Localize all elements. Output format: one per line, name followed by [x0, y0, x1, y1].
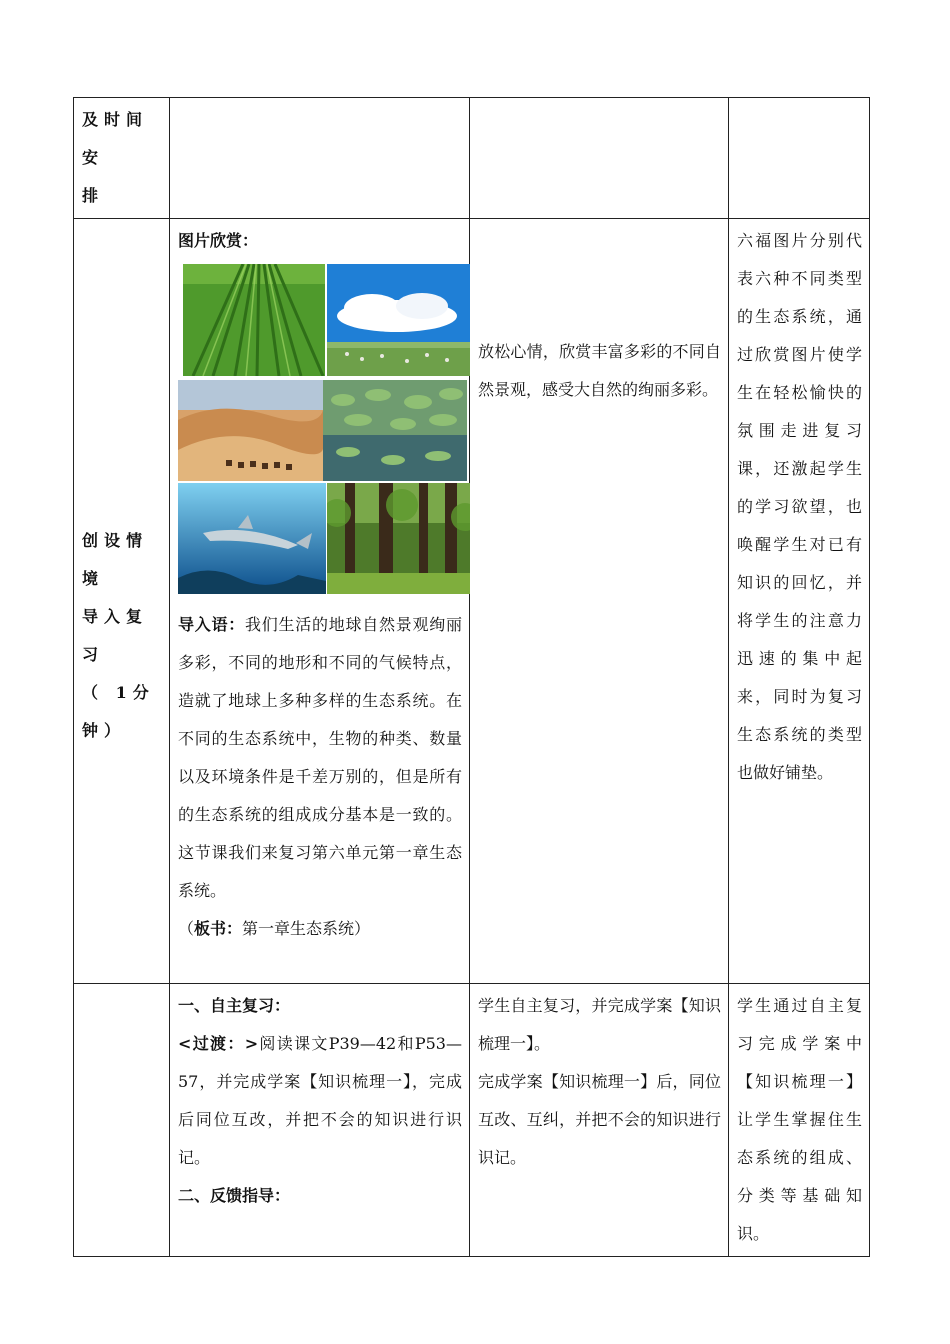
stage-line: 及时间安	[82, 110, 149, 167]
student-activity-text: 完成学案【知识梳理一】后，同位互改、互纠，并把不会的知识进行识记。	[478, 1072, 721, 1167]
transition-paragraph	[178, 1025, 462, 1177]
lesson-plan-table	[73, 97, 870, 1257]
photo-grid	[178, 264, 470, 596]
design-intent-text: 学生通过自主复习完成学案中【知识梳理一】让学生掌握住生态系统的组成、分类等基础知识。	[737, 996, 862, 1243]
board-note-text: 第一章生态系统）	[242, 919, 371, 938]
section-heading: 一、自主复习：	[178, 996, 291, 1015]
intro-text: 我们生活的地球自然景观绚丽多彩，不同的地形和不同的气候特点，造就了地球上多种多样的生态系统。在不同的生态系统中，生物的种类、数量以及环境条件是千差万别的，但是所有的生态系统的组成成分基本是一致的。这节课我们来复习第六单元第一章生态系统。	[178, 615, 462, 900]
stage-line: 排	[82, 186, 105, 205]
forest-image	[327, 483, 470, 594]
stage-line: 钟）	[82, 721, 127, 740]
intro-paragraph	[178, 606, 462, 910]
farmland-image	[183, 264, 325, 376]
student-activity-text: 学生自主复习，并完成学案【知识梳理一】。	[478, 996, 721, 1053]
design-intent-cell	[729, 98, 870, 219]
teacher-activity-cell	[170, 98, 470, 219]
wetland-image	[323, 380, 467, 481]
teacher-activity-cell	[170, 984, 470, 1257]
table-row	[74, 219, 870, 984]
stage-line: 导入复习	[82, 607, 149, 664]
stage-cell	[74, 984, 170, 1257]
intro-label: 导入语：	[178, 615, 245, 634]
desert-image	[178, 380, 323, 481]
board-note-prefix: （	[178, 919, 195, 938]
board-note-label: 板书：	[194, 919, 243, 938]
picture-heading: 图片欣赏：	[178, 231, 259, 250]
design-intent-cell	[729, 984, 870, 1257]
ocean-image	[178, 483, 326, 594]
student-activity-cell	[470, 984, 729, 1257]
table-row	[74, 98, 870, 219]
stage-cell	[74, 219, 170, 984]
design-intent-cell	[729, 219, 870, 984]
board-note	[178, 910, 462, 948]
table-row	[74, 984, 870, 1257]
stage-line: 创设情境	[82, 531, 149, 588]
stage-cell	[74, 98, 170, 219]
design-intent-text: 六福图片分别代表六种不同类型的生态系统，通过欣赏图片使学生在轻松愉快的氛围走进复习课，还激起学生的学习欲望，也唤醒学生对已有知识的回忆，并将学生的注意力迅速的集中起来，同时为复习生态系统的类型也做好铺垫。	[737, 231, 862, 782]
stage-line: （ 1分	[82, 683, 155, 702]
student-activity-cell	[470, 98, 729, 219]
grassland-image	[327, 264, 470, 376]
student-activity-text: 放松心情，欣赏丰富多彩的不同自然景观，感受大自然的绚丽多彩。	[478, 342, 721, 399]
transition-label: <过渡：>	[178, 1034, 259, 1053]
student-activity-cell	[470, 219, 729, 984]
teacher-activity-cell	[170, 219, 470, 984]
section-heading: 二、反馈指导：	[178, 1186, 291, 1205]
transition-text: 阅读课文P39—42和P53—57，并完成学案【知识梳理一】，完成后同位互改，并把不会的知识进行识记。	[178, 1034, 462, 1167]
